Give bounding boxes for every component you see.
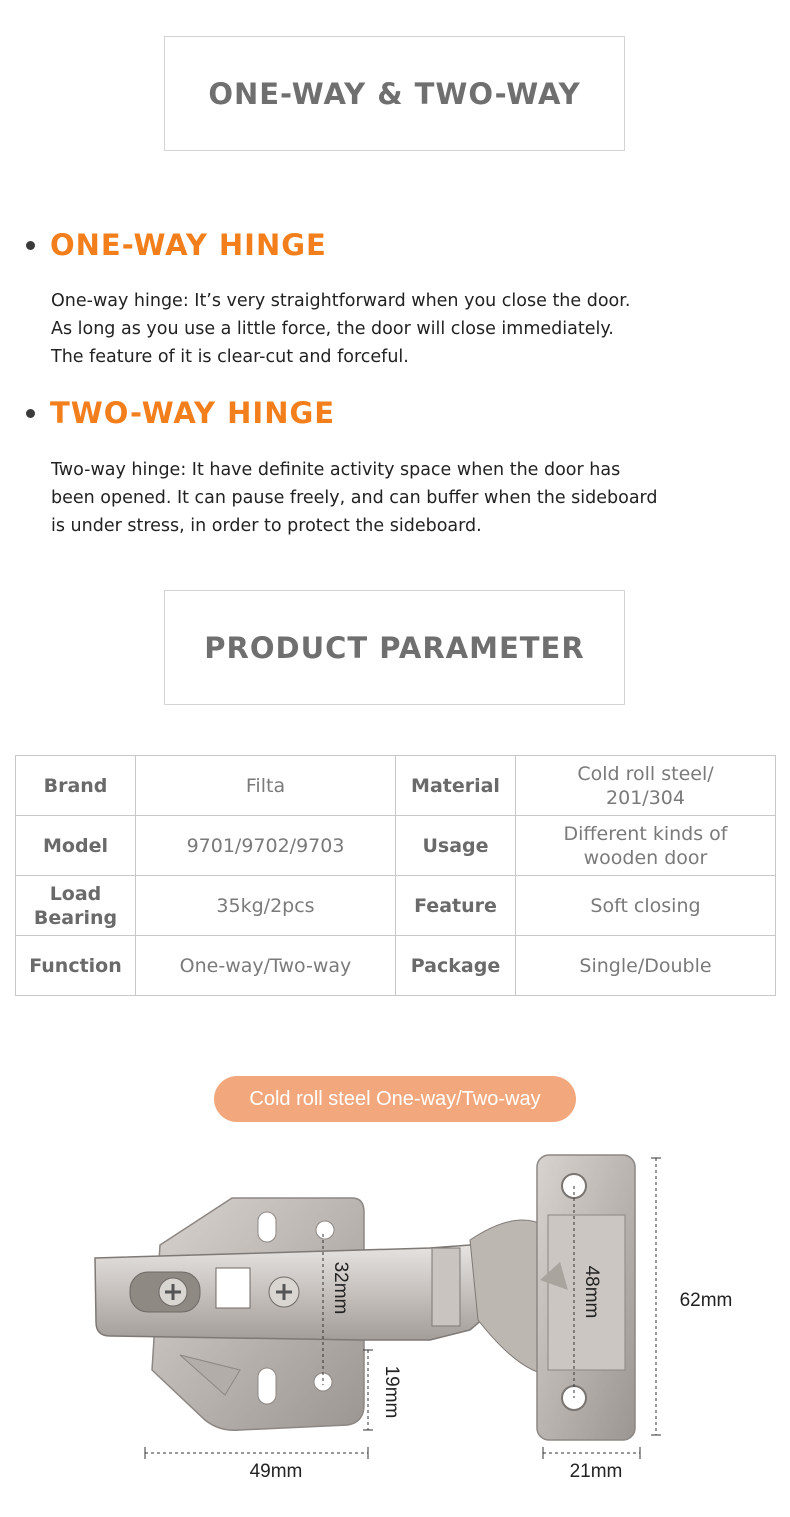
two-way-title: TWO-WAY HINGE: [50, 396, 336, 430]
bullet-icon: [26, 409, 35, 418]
dim-arm-hole-spacing: 32mm: [330, 1261, 351, 1315]
bullet-icon: [26, 241, 35, 250]
dim-plate-hole-spacing: 48mm: [581, 1265, 602, 1319]
one-way-line: The feature of it is clear-cut and forceful.: [51, 347, 409, 367]
param-value: Single/Double: [516, 936, 776, 996]
param-key: Function: [16, 936, 136, 996]
table-row: [16, 756, 776, 816]
param-value-line: 201/304: [606, 786, 685, 809]
dim-plate-width: 21mm: [569, 1461, 623, 1482]
param-key: Brand: [16, 756, 136, 816]
two-way-heading: [26, 396, 335, 430]
one-way-heading: [26, 228, 327, 262]
parameter-table: [15, 755, 776, 996]
dim-arm-width: 49mm: [249, 1461, 303, 1482]
param-value: [516, 816, 776, 876]
two-way-description: [51, 456, 771, 540]
two-way-line: Two-way hinge: It have definite activity space when the door has: [51, 460, 621, 480]
one-way-line: One-way hinge: It’s very straightforward when you close the door.: [51, 291, 631, 311]
two-way-line: been opened. It can pause freely, and can buffer when the sideboard: [51, 488, 658, 508]
params-title-box: [164, 590, 625, 705]
product-label-pill: [214, 1076, 576, 1122]
header-title-box: [164, 36, 625, 151]
params-title: PRODUCT PARAMETER: [204, 630, 585, 665]
param-key: Feature: [396, 876, 516, 936]
product-label: Cold roll steel One-way/Two-way: [249, 1087, 541, 1110]
table-row: [16, 936, 776, 996]
table-row: [16, 816, 776, 876]
param-key-line: Load: [49, 882, 102, 905]
hinge-diagram: [0, 1140, 790, 1517]
param-value-line: wooden door: [583, 846, 708, 869]
param-value: 35kg/2pcs: [136, 876, 396, 936]
param-value-line: Different kinds of: [563, 822, 728, 845]
one-way-description: [51, 287, 771, 371]
param-key: Material: [396, 756, 516, 816]
param-key: [16, 876, 136, 936]
param-key: Package: [396, 936, 516, 996]
two-way-line: is under stress, in order to protect the sideboard.: [51, 516, 482, 536]
header-title: ONE-WAY & TWO-WAY: [208, 76, 581, 111]
param-value: [516, 756, 776, 816]
param-key-line: Bearing: [33, 906, 118, 929]
param-value: Soft closing: [516, 876, 776, 936]
dim-arm-offset: 19mm: [381, 1365, 402, 1419]
param-value: One-way/Two-way: [136, 936, 396, 996]
param-key: Model: [16, 816, 136, 876]
table-row: [16, 876, 776, 936]
param-value: Filta: [136, 756, 396, 816]
param-value-line: Cold roll steel/: [577, 762, 714, 785]
hinge-arm: [95, 1245, 505, 1340]
param-key: Usage: [396, 816, 516, 876]
one-way-line: As long as you use a little force, the door will close immediately.: [51, 319, 614, 339]
param-value: 9701/9702/9703: [136, 816, 396, 876]
dim-plate-height: 62mm: [679, 1290, 733, 1311]
one-way-title: ONE-WAY HINGE: [50, 228, 327, 262]
